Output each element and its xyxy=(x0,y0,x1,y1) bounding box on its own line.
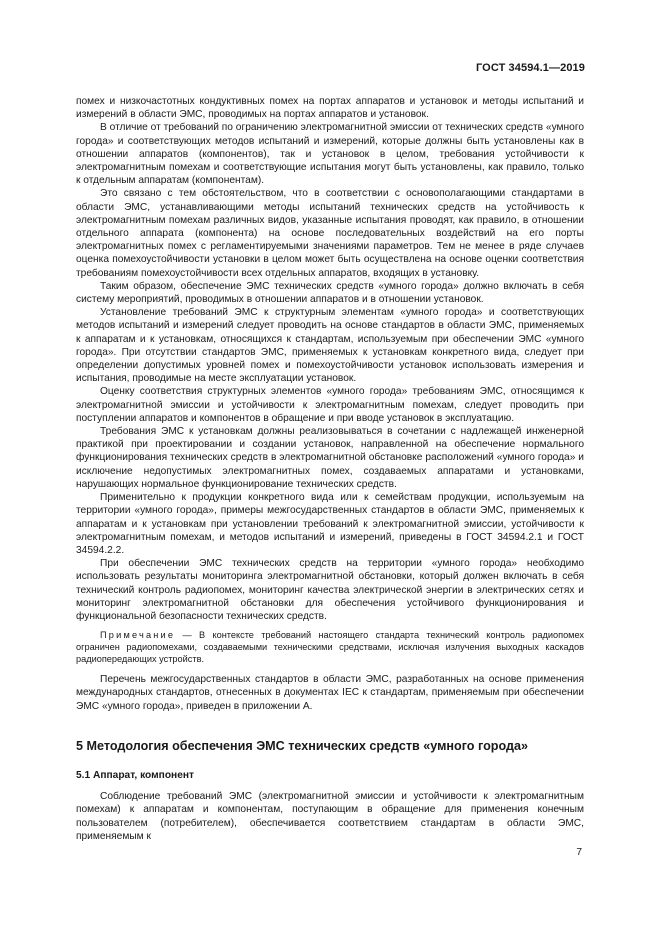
paragraph: Применительно к продукции конкретного вида или к семействам продукции, используемым на территории «умного города», примеры межгосударственных стандартов в области ЭМС, применяемых к аппаратам и к установкам при установлении требований к электромагнитной эмиссии, устойчивости к электромагнитным помехам, и методов испытаний и измерений, приведены в ГОСТ 34594.2.1 и ГОСТ 34594.2.2. xyxy=(76,492,584,556)
note xyxy=(76,629,584,665)
paragraph: Установление требований ЭМС к структурным элементам «умного города» и соответствующих методов испытаний и измерений следует проводить на основе стандартов в области ЭМС, применяемых к аппаратам и к установкам, относящихся к стандартам, используемым при обеспечении ЭМС «умного города». При отсутствии стандартов ЭМС, применяемых к установкам конкретного вида, следует при определении допустимых уровней помех и помехоустойчивости установок использовать измерения и испытания, проводимые на месте эксплуатации установок. xyxy=(76,307,584,385)
document-body xyxy=(76,95,584,843)
page-number: 7 xyxy=(576,847,582,858)
paragraph-continuation: помех и низкочастотных кондуктивных помех на портах аппаратов и установок и методы испытаний и измерений в области ЭМС, проводимых на портах аппаратов и установок. xyxy=(76,96,584,121)
paragraph: При обеспечении ЭМС технических средств на территории «умного города» необходимо использовать результаты мониторинга электромагнитной обстановки, который должен включать в себя технический контроль радиопомех, мониторинг качества электрической энергии в электрических сетях и мониторинг электромагнитной обстановки для обеспечения устойчивого функционирования и функциональной безопасности технических средств. xyxy=(76,558,584,622)
note-label: Примечание xyxy=(100,630,176,641)
paragraph: Требования ЭМС к установкам должны реализовываться в сочетании с надлежащей инженерной практикой при проектировании и создании установок, направленной на обеспечение нормального функционирования технических средств в электромагнитной обстановке расположений «умного города» и исключение недопустимых электромагнитных помех, создаваемых аппаратами и установками, нарушающих нормальное функционирование технических средств. xyxy=(76,426,584,490)
standard-code-header: ГОСТ 34594.1—2019 xyxy=(475,62,585,74)
note-text: — В контексте требований настоящего стандарта технический контроль радиопомех ограничен радиопомехами, создаваемыми техническими средствами, исключая излучения выходных каскадов радиопередающих устройств. xyxy=(76,630,584,665)
paragraph: Соблюдение требований ЭМС (электромагнитной эмиссии и устойчивости к электромагнитным помехам) к аппаратам и компонентам, поступающим в обращение для применения конечным пользователем (потребителем), обеспечивается соответствием стандартам в области ЭМС, применяемым к xyxy=(76,791,584,842)
paragraph: Это связано с тем обстоятельством, что в соответствии с основополагающими стандартами в области ЭМС, устанавливающими методы испытаний технических средств на устойчивость к электромагнитным помехам различных видов, указанные испытания проводят, как правило, в отношении отдельного аппарата (компонента) на основе последовательных воздействий на его порты электромагнитных помех с регламентируемыми значениями параметров. Тем не менее в ряде случаев оценка помехоустойчивости установки в целом может быть осуществлена на основе оценки соответствия требованиям помехоустойчивости всех отдельных аппаратов, входящих в установку. xyxy=(76,188,584,279)
section-5-1-heading: 5.1 Аппарат, компонент xyxy=(76,769,195,781)
paragraph: Таким образом, обеспечение ЭМС технических средств «умного города» должно включать в себя систему мероприятий, проводимых в отношении аппаратов и в отношении установок. xyxy=(76,280,584,306)
paragraph: В отличие от требований по ограничению электромагнитной эмиссии от технических средств «умного города» и соответствующих методов испытаний и измерений, которые должны быть установлены как в отношении аппаратов (компонентов), так и установок в целом, требования устойчивости к электромагнитным помехам и соответствующие испытания могут быть установлены, как правило, только к отдельным аппаратам (компонентам). xyxy=(76,122,584,187)
section-5-heading: 5 Методология обеспечения ЭМС технических средств «умного города» xyxy=(76,738,528,753)
paragraph: Оценку соответствия структурных элементов «умного города» требованиям ЭМС, относящимся к электромагнитной эмиссии и устойчивости к электромагнитным помехам, следует проводить при поступлении аппаратов и компонентов в обращение и при вводе установок в эксплуатацию. xyxy=(76,386,584,424)
paragraph: Перечень межгосударственных стандартов в области ЭМС, разработанных на основе применения международных стандартов, отнесенных в документах IEC к стандартам, применяемым при обеспечении ЭМС «умного города», приведен в приложении А. xyxy=(76,674,584,712)
